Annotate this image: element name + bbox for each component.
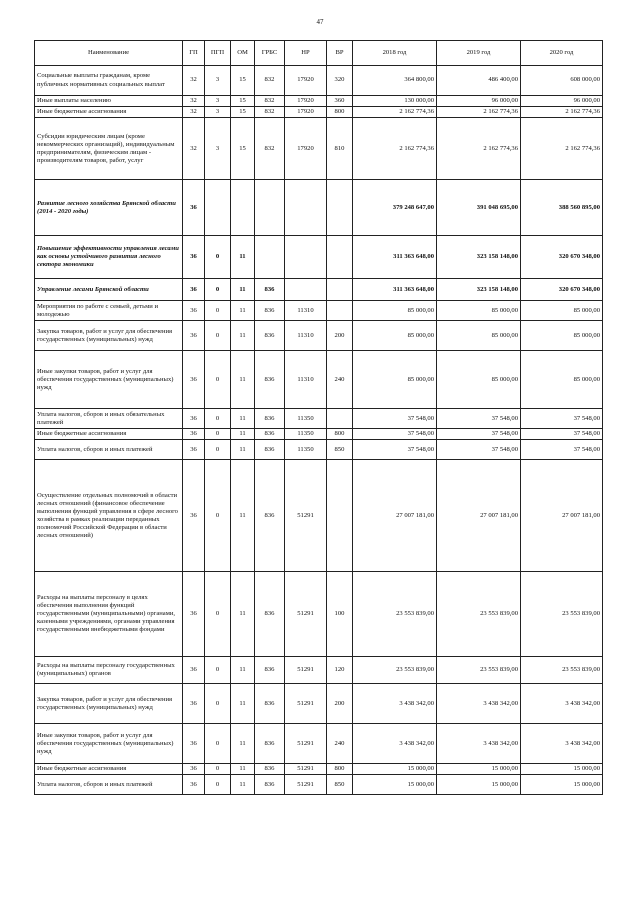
table-row [35, 279, 603, 301]
cell-y2020: 85 000,00 [521, 301, 603, 321]
cell-y2020: 23 553 839,00 [521, 572, 603, 657]
cell-name: Иные бюджетные ассигнования [35, 429, 183, 440]
cell-gp: 36 [183, 429, 205, 440]
cell-om: 15 [231, 96, 255, 107]
cell-grbs: 836 [255, 460, 285, 572]
cell-gp: 36 [183, 321, 205, 351]
cell-pgp: 0 [205, 440, 231, 460]
cell-y2018: 379 248 647,00 [353, 180, 437, 236]
cell-vr: 120 [327, 657, 353, 684]
cell-nr: 11310 [285, 321, 327, 351]
cell-y2019: 323 158 148,00 [437, 236, 521, 279]
cell-y2019: 3 438 342,00 [437, 684, 521, 724]
cell-vr: 320 [327, 66, 353, 96]
cell-vr: 240 [327, 351, 353, 409]
table-row [35, 118, 603, 180]
cell-pgp: 3 [205, 66, 231, 96]
cell-gp: 36 [183, 764, 205, 775]
cell-name: Расходы на выплаты персоналу в целях обеспечения выполнения функций государственными (муниципальными) органами, казенными учреждениями, органами управления государственными внебюджетными фондами [35, 572, 183, 657]
cell-gp: 32 [183, 66, 205, 96]
cell-om: 11 [231, 351, 255, 409]
cell-grbs: 836 [255, 429, 285, 440]
cell-y2020: 320 670 348,00 [521, 236, 603, 279]
table-row [35, 684, 603, 724]
cell-y2018: 311 363 648,00 [353, 236, 437, 279]
header-nr: НР [285, 41, 327, 66]
cell-name: Иные бюджетные ассигнования [35, 764, 183, 775]
cell-y2018: 27 007 181,00 [353, 460, 437, 572]
cell-y2019: 23 553 839,00 [437, 572, 521, 657]
cell-om: 11 [231, 321, 255, 351]
cell-om: 11 [231, 440, 255, 460]
cell-y2018: 15 000,00 [353, 775, 437, 795]
cell-nr: 11310 [285, 351, 327, 409]
cell-vr [327, 460, 353, 572]
cell-nr: 11350 [285, 440, 327, 460]
cell-om: 11 [231, 684, 255, 724]
cell-pgp: 0 [205, 684, 231, 724]
cell-grbs: 832 [255, 118, 285, 180]
cell-pgp: 0 [205, 409, 231, 429]
cell-grbs: 836 [255, 351, 285, 409]
cell-pgp: 0 [205, 657, 231, 684]
cell-om: 11 [231, 460, 255, 572]
cell-grbs: 836 [255, 724, 285, 764]
cell-pgp: 3 [205, 118, 231, 180]
cell-pgp: 0 [205, 279, 231, 301]
cell-y2020: 37 548,00 [521, 440, 603, 460]
cell-y2019: 2 162 774,36 [437, 118, 521, 180]
cell-vr: 800 [327, 107, 353, 118]
header-2019: 2019 год [437, 41, 521, 66]
cell-y2019: 15 000,00 [437, 764, 521, 775]
cell-gp: 36 [183, 724, 205, 764]
cell-nr: 51291 [285, 684, 327, 724]
cell-y2019: 85 000,00 [437, 351, 521, 409]
cell-y2018: 85 000,00 [353, 321, 437, 351]
cell-y2018: 2 162 774,36 [353, 107, 437, 118]
cell-name: Субсидии юридическим лицам (кроме некоммерческих организаций), индивидуальным предпринимателям, физическим лицам - производителям товаров, работ, услуг [35, 118, 183, 180]
cell-vr: 850 [327, 775, 353, 795]
cell-y2020: 37 548,00 [521, 409, 603, 429]
table-row [35, 724, 603, 764]
cell-name: Повышение эффективности управления лесами как основы устойчивого развития лесного сектора экономики [35, 236, 183, 279]
cell-nr [285, 279, 327, 301]
cell-om: 11 [231, 301, 255, 321]
header-pgp: ПГП [205, 41, 231, 66]
cell-y2020: 3 438 342,00 [521, 724, 603, 764]
cell-om: 11 [231, 429, 255, 440]
cell-gp: 36 [183, 440, 205, 460]
table-header [35, 41, 603, 66]
cell-gp: 32 [183, 118, 205, 180]
cell-name: Социальные выплаты гражданам, кроме публичных нормативных социальных выплат [35, 66, 183, 96]
cell-y2019: 85 000,00 [437, 301, 521, 321]
cell-nr: 17920 [285, 107, 327, 118]
cell-om: 11 [231, 724, 255, 764]
cell-name: Уплата налогов, сборов и иных обязательных платежей [35, 409, 183, 429]
cell-pgp: 3 [205, 96, 231, 107]
cell-om: 11 [231, 279, 255, 301]
cell-pgp: 0 [205, 775, 231, 795]
cell-y2019: 37 548,00 [437, 409, 521, 429]
cell-vr: 800 [327, 764, 353, 775]
table-row [35, 657, 603, 684]
cell-grbs: 836 [255, 684, 285, 724]
cell-y2020: 2 162 774,36 [521, 107, 603, 118]
cell-om: 11 [231, 775, 255, 795]
cell-gp: 32 [183, 96, 205, 107]
header-2020: 2020 год [521, 41, 603, 66]
cell-vr [327, 409, 353, 429]
cell-pgp: 0 [205, 572, 231, 657]
cell-grbs: 836 [255, 440, 285, 460]
cell-vr: 850 [327, 440, 353, 460]
cell-name: Расходы на выплаты персоналу государственных (муниципальных) органов [35, 657, 183, 684]
cell-pgp: 0 [205, 351, 231, 409]
cell-grbs: 836 [255, 409, 285, 429]
cell-y2019: 15 000,00 [437, 775, 521, 795]
cell-nr [285, 180, 327, 236]
cell-gp: 36 [183, 236, 205, 279]
cell-y2019: 96 000,00 [437, 96, 521, 107]
cell-nr: 11350 [285, 429, 327, 440]
cell-om: 11 [231, 409, 255, 429]
cell-y2020: 27 007 181,00 [521, 460, 603, 572]
cell-pgp: 0 [205, 724, 231, 764]
cell-nr: 17920 [285, 118, 327, 180]
cell-vr: 360 [327, 96, 353, 107]
table-row [35, 775, 603, 795]
cell-vr: 100 [327, 572, 353, 657]
header-row [35, 41, 603, 66]
cell-y2018: 3 438 342,00 [353, 684, 437, 724]
cell-y2018: 2 162 774,36 [353, 118, 437, 180]
cell-vr [327, 301, 353, 321]
cell-grbs: 836 [255, 301, 285, 321]
cell-pgp: 0 [205, 764, 231, 775]
cell-pgp: 0 [205, 236, 231, 279]
header-gp: ГП [183, 41, 205, 66]
page-number: 47 [316, 18, 324, 26]
cell-nr: 51291 [285, 657, 327, 684]
table-row [35, 66, 603, 96]
table-body [35, 66, 603, 795]
budget-table [34, 40, 603, 795]
cell-nr: 11310 [285, 301, 327, 321]
cell-vr: 800 [327, 429, 353, 440]
cell-grbs: 832 [255, 96, 285, 107]
cell-y2020: 37 548,00 [521, 429, 603, 440]
header-name: Наименование [35, 41, 183, 66]
cell-nr: 51291 [285, 764, 327, 775]
cell-name: Закупка товаров, работ и услуг для обеспечения государственных (муниципальных) нужд [35, 321, 183, 351]
cell-pgp: 0 [205, 460, 231, 572]
table-row [35, 351, 603, 409]
cell-om: 15 [231, 118, 255, 180]
cell-om: 15 [231, 66, 255, 96]
cell-grbs: 836 [255, 764, 285, 775]
cell-y2019: 486 400,00 [437, 66, 521, 96]
cell-gp: 36 [183, 351, 205, 409]
table-row [35, 429, 603, 440]
cell-grbs [255, 236, 285, 279]
cell-y2020: 2 162 774,36 [521, 118, 603, 180]
header-2018: 2018 год [353, 41, 437, 66]
cell-nr [285, 236, 327, 279]
cell-pgp: 0 [205, 321, 231, 351]
header-vr: ВР [327, 41, 353, 66]
cell-gp: 36 [183, 572, 205, 657]
cell-y2018: 23 553 839,00 [353, 657, 437, 684]
cell-vr [327, 279, 353, 301]
cell-y2020: 23 553 839,00 [521, 657, 603, 684]
cell-grbs [255, 180, 285, 236]
cell-y2019: 85 000,00 [437, 321, 521, 351]
cell-y2019: 323 158 148,00 [437, 279, 521, 301]
cell-name: Иные закупки товаров, работ и услуг для обеспечения государственных (муниципальных) нужд [35, 351, 183, 409]
header-grbs: ГРБС [255, 41, 285, 66]
cell-grbs: 836 [255, 321, 285, 351]
cell-nr: 11350 [285, 409, 327, 429]
cell-name: Уплата налогов, сборов и иных платежей [35, 440, 183, 460]
cell-vr: 240 [327, 724, 353, 764]
cell-y2018: 85 000,00 [353, 301, 437, 321]
table-row [35, 301, 603, 321]
cell-nr: 17920 [285, 66, 327, 96]
table-row [35, 321, 603, 351]
cell-y2018: 23 553 839,00 [353, 572, 437, 657]
cell-vr: 810 [327, 118, 353, 180]
cell-y2019: 391 048 695,00 [437, 180, 521, 236]
cell-name: Уплата налогов, сборов и иных платежей [35, 775, 183, 795]
table-row [35, 409, 603, 429]
cell-gp: 36 [183, 409, 205, 429]
cell-gp: 36 [183, 775, 205, 795]
cell-grbs: 836 [255, 572, 285, 657]
cell-y2020: 15 000,00 [521, 764, 603, 775]
cell-name: Закупка товаров, работ и услуг для обеспечения государственных (муниципальных) нужд [35, 684, 183, 724]
cell-name: Осуществление отдельных полномочий в области лесных отношений (финансовое обеспечение выполнения функций управления в сфере лесного хозяйства в рамках реализации переданных полномочий Российской Федерации в области лесных отношений) [35, 460, 183, 572]
cell-gp: 36 [183, 180, 205, 236]
table-row [35, 440, 603, 460]
cell-nr: 17920 [285, 96, 327, 107]
cell-y2020: 3 438 342,00 [521, 684, 603, 724]
cell-om [231, 180, 255, 236]
table-row [35, 180, 603, 236]
cell-nr: 51291 [285, 775, 327, 795]
cell-y2018: 130 000,00 [353, 96, 437, 107]
cell-y2018: 15 000,00 [353, 764, 437, 775]
cell-y2018: 37 548,00 [353, 440, 437, 460]
cell-grbs: 836 [255, 279, 285, 301]
cell-name: Иные выплаты населению [35, 96, 183, 107]
cell-name: Иные бюджетные ассигнования [35, 107, 183, 118]
cell-gp: 36 [183, 279, 205, 301]
cell-pgp: 0 [205, 301, 231, 321]
cell-om: 11 [231, 572, 255, 657]
cell-vr [327, 180, 353, 236]
cell-gp: 36 [183, 657, 205, 684]
cell-gp: 36 [183, 301, 205, 321]
cell-y2018: 37 548,00 [353, 409, 437, 429]
cell-y2019: 3 438 342,00 [437, 724, 521, 764]
cell-pgp [205, 180, 231, 236]
cell-y2019: 23 553 839,00 [437, 657, 521, 684]
cell-grbs: 836 [255, 657, 285, 684]
header-om: ОМ [231, 41, 255, 66]
cell-y2019: 2 162 774,36 [437, 107, 521, 118]
cell-pgp: 3 [205, 107, 231, 118]
table-row [35, 764, 603, 775]
cell-gp: 36 [183, 460, 205, 572]
cell-y2020: 320 670 348,00 [521, 279, 603, 301]
cell-vr [327, 236, 353, 279]
cell-gp: 36 [183, 684, 205, 724]
table-row [35, 96, 603, 107]
cell-y2018: 364 800,00 [353, 66, 437, 96]
cell-y2018: 37 548,00 [353, 429, 437, 440]
table-row [35, 572, 603, 657]
cell-grbs: 836 [255, 775, 285, 795]
cell-y2020: 85 000,00 [521, 321, 603, 351]
cell-nr: 51291 [285, 460, 327, 572]
cell-om: 15 [231, 107, 255, 118]
cell-y2020: 608 000,00 [521, 66, 603, 96]
cell-om: 11 [231, 657, 255, 684]
cell-nr: 51291 [285, 572, 327, 657]
cell-y2019: 37 548,00 [437, 429, 521, 440]
table-row [35, 460, 603, 572]
table-row [35, 236, 603, 279]
cell-y2020: 388 560 895,00 [521, 180, 603, 236]
table-row [35, 107, 603, 118]
cell-name: Развитие лесного хозяйства Брянской области (2014 - 2020 годы) [35, 180, 183, 236]
cell-om: 11 [231, 236, 255, 279]
cell-y2018: 3 438 342,00 [353, 724, 437, 764]
cell-grbs: 832 [255, 66, 285, 96]
cell-vr: 200 [327, 684, 353, 724]
cell-y2020: 85 000,00 [521, 351, 603, 409]
cell-om: 11 [231, 764, 255, 775]
cell-y2020: 96 000,00 [521, 96, 603, 107]
cell-grbs: 832 [255, 107, 285, 118]
cell-nr: 51291 [285, 724, 327, 764]
cell-y2019: 37 548,00 [437, 440, 521, 460]
cell-name: Иные закупки товаров, работ и услуг для обеспечения государственных (муниципальных) нужд [35, 724, 183, 764]
cell-name: Мероприятия по работе с семьей, детьми и молодежью [35, 301, 183, 321]
cell-pgp: 0 [205, 429, 231, 440]
cell-name: Управление лесами Брянской области [35, 279, 183, 301]
cell-y2018: 311 363 648,00 [353, 279, 437, 301]
cell-vr: 200 [327, 321, 353, 351]
cell-gp: 32 [183, 107, 205, 118]
cell-y2020: 15 000,00 [521, 775, 603, 795]
cell-y2018: 85 000,00 [353, 351, 437, 409]
cell-y2019: 27 007 181,00 [437, 460, 521, 572]
